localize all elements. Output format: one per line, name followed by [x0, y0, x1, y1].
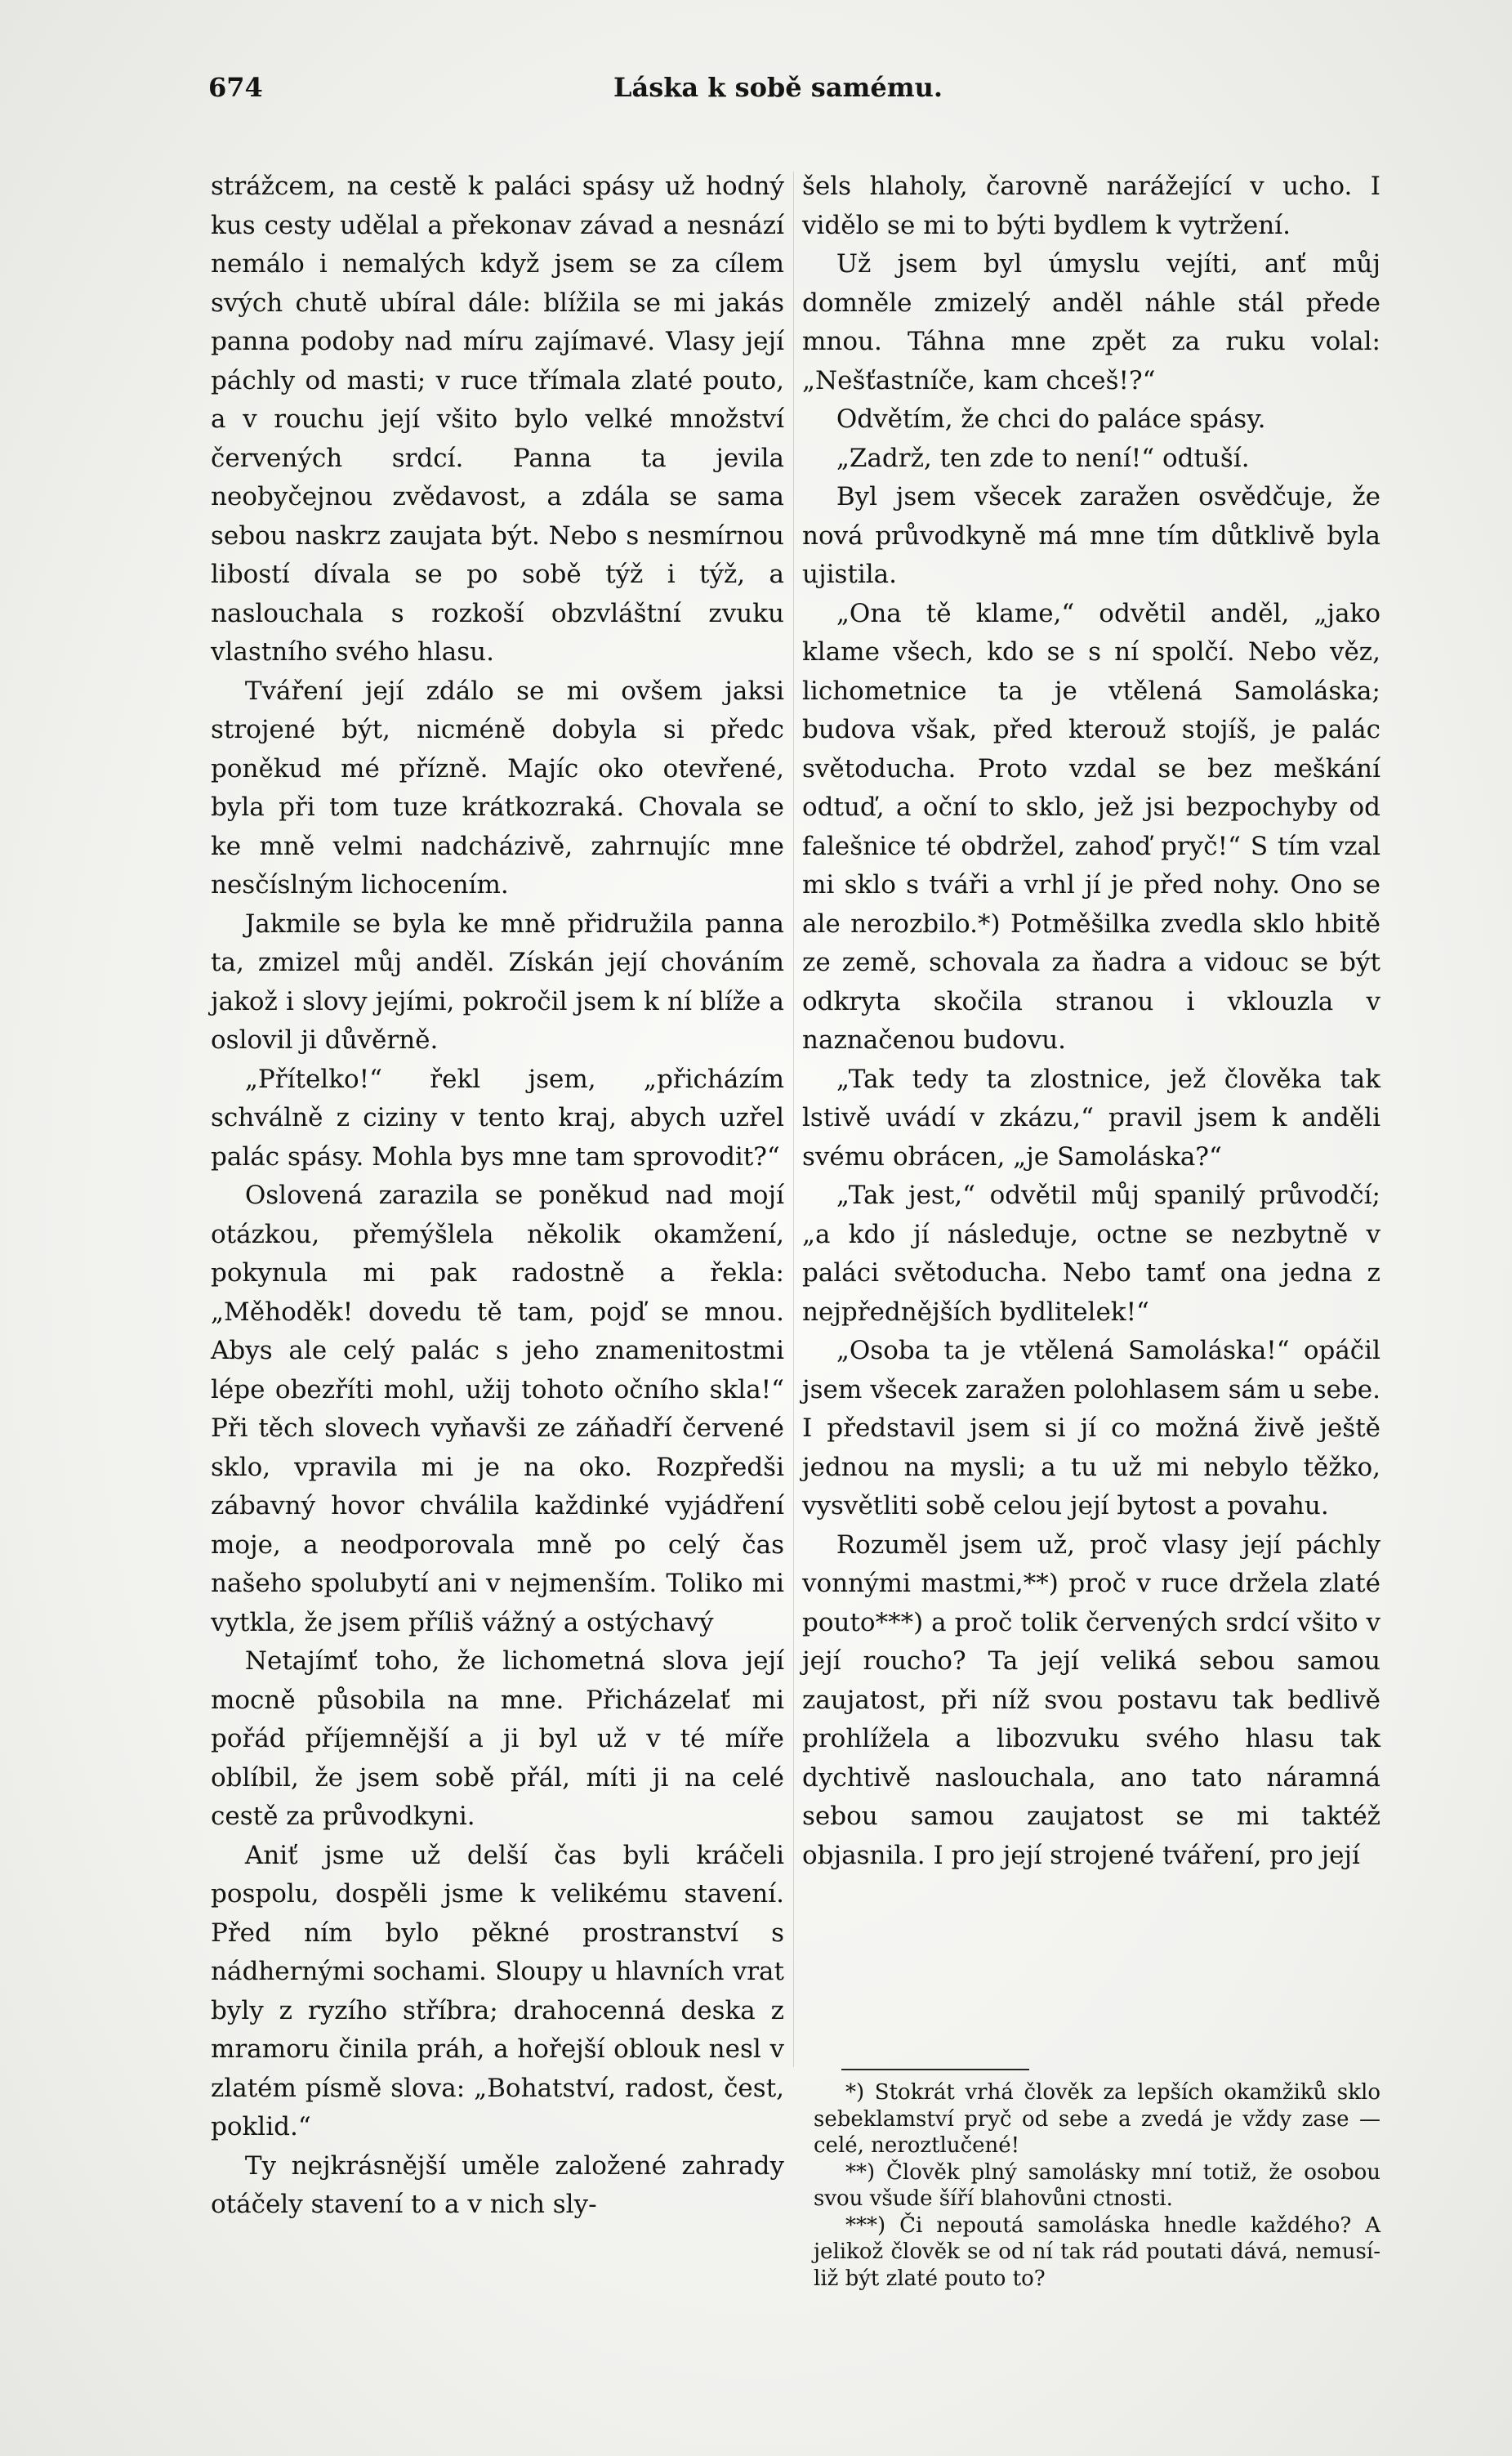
paragraph: „Tak tedy ta zlostnice, jež člověka tak lstivě uvádí v zkázu,“ pravil jsem k anděli svému obrácen, „je Samoláska?“	[802, 1064, 1380, 1172]
paragraph: Už jsem byl úmyslu vejíti, anť můj domněle zmizelý anděl náhle stál přede mnou. Táhna mne zpět za ruku volal: „Nešťastníče, kam chceš!?“	[802, 249, 1380, 395]
right-column	[802, 167, 1380, 1875]
paragraph: „Osoba ta je vtělená Samoláska!“ opáčil jsem všecek zaražen polohlasem sám u sebe. I představil jsem si jí co možná živě ještě jednou na mysli; a tu už mi nebylo těžko, vysvětliti sobě celou její bytost a povahu.	[802, 1336, 1380, 1520]
paragraph: šels hlaholy, čarovně narážející v ucho. I vidělo se mi to býti bydlem k vytržení.	[802, 172, 1380, 240]
paragraph: „Ona tě klame,“ odvětil anděl, „jako klame všech, kdo se s ní spolčí. Nebo věz, lichometnice ta je vtělená Samoláska; budova však, před kterouž stojíš, je palác světoducha. Proto vzdal se bez meškání odtuď, a oční to sklo, jež jsi bezpochyby od falešnice té obdržel, zahoď pryč!“ S tím vzal mi sklo s tváři a vrhl jí je před nohy. Ono se ale nerozbilo.*) Potměšilka zvedla sklo hbitě ze země, schovala za ňadra a vidouc se být odkryta skočila stranou i vklouzla v naznačenou budovu.	[802, 598, 1380, 1055]
page-header	[208, 72, 1348, 121]
footnote: ***) Či nepoutá samoláska hnedle každého? A jelikož člověk se od ní tak rád poutati dává, nemusí-liž být zlaté pouto to?	[814, 2213, 1380, 2291]
paragraph: strážcem, na cestě k paláci spásy už hodný kus cesty udělal a překonav závad a nesnází nemálo i nemalých když jsem se za cílem svých chutě ubíral dále: blížila se mi jakás panna podoby nad míru zajímavé. Vlasy její páchly od masti; v ruce třímala zlaté pouto, a v rouchu její všito bylo velké množství červených srdcí. Panna ta jevila neobyčejnou zvědavost, a zdála se sama sebou naskrz zaujata být. Nebo s nesmírnou libostí dívala se po sobě týž i týž, a naslouchala s rozkoší obzvláštní zvuku vlastního svého hlasu.	[211, 172, 784, 667]
paragraph: Rozuměl jsem už, proč vlasy její páchly vonnými mastmi,**) proč v ruce držela zlaté pouto***) a proč tolik červených srdcí všito v její roucho? Ta její veliká sebou samou zaujatost, při níž svou postavu tak bedlivě prohlížela a libozvuku svého hlasu tak dychtivě naslouchala, ano tato náramná sebou samou zaujatost se mi taktéž objasnila. I pro její strojené tváření, pro její	[802, 1529, 1380, 1870]
paragraph: Tváření její zdálo se mi ovšem jaksi strojené být, nicméně dobyla si předc poněkud mé přízně. Majíc oko otevřené, byla při tom tuze krátkozraká. Chovala se ke mně velmi nadcházivě, zahrnujíc mne nesčíslným lichocením.	[211, 676, 784, 900]
paragraph: „Tak jest,“ odvětil můj spanilý průvodčí; „a kdo jí následuje, octne se nezbytně v paláci světoducha. Nebo tamť ona jedna z nejpřednějších bydlitelek!“	[802, 1181, 1380, 1327]
paragraph: Netajímť toho, že lichometná slova její mocně působila na mne. Přicházelať mi pořád příjemnější a ji byl už v té míře oblíbil, že jsem sobě přál, míti ji na celé cestě za průvodkyni.	[211, 1646, 784, 1831]
running-title: Láska k sobě samému.	[613, 72, 943, 103]
paragraph: Odvětím, že chci do paláce spásy.	[836, 404, 1266, 434]
footnote-rule	[841, 2069, 1029, 2070]
footnote: *) Stokrát vrhá člověk za lepších okamžiků sklo sebeklamství pryč od sebe a zvedá je vždy zase — celé, neroztlučené!	[814, 2080, 1380, 2158]
paragraph: Ty nejkrásnější uměle založené zahrady otáčely stavení to a v nich sly-	[211, 2150, 784, 2219]
footnote: **) Člověk plný samolásky mní totiž, že osobou svou všude šíří blahovůni ctnosti.	[814, 2159, 1380, 2211]
paragraph: Byl jsem všecek zaražen osvědčuje, že nová průvodkyně má mne tím důtklivě byla ujistila.	[802, 482, 1380, 589]
paragraph: „Zadrž, ten zde to není!“ odtuší.	[836, 443, 1250, 473]
paragraph: Aniť jsme už delší čas byli kráčeli pospolu, dospěli jsme k velikému stavení. Před ním bylo pěkné prostranství s nádhernými sochami. Sloupy u hlavních vrat byly z ryzího stříbra; drahocenná deska z mramoru činila práh, a hořejší oblouk nesl v zlatém písmě slova: „Bohatství, radost, čest, poklid.“	[211, 1840, 784, 2141]
footnotes	[814, 2079, 1380, 2292]
left-column	[211, 167, 784, 2225]
page-number: 674	[208, 72, 263, 103]
paragraph: Jakmile se byla ke mně přidružila panna ta, zmizel můj anděl. Získán její chováním jakož i slovy jejími, pokročil jsem k ní blíže a oslovil ji důvěrně.	[211, 909, 784, 1055]
paragraph: „Přítelko!“ řekl jsem, „přicházím schválně z ciziny v tento kraj, abych uzřel palác spásy. Mohla bys mne tam sprovodit?“	[211, 1064, 784, 1172]
column-divider	[793, 172, 794, 2067]
paragraph: Oslovená zarazila se poněkud nad mojí otázkou, přemýšlela několik okamžení, pokynula mi pak radostně a řekla: „Měhoděk! dovedu tě tam, pojď se mnou. Abys ale celý palác s jeho znamenitostmi lépe obezříti mohl, užij tohoto očního skla!“ Při těch slovech vyňavši ze záňadří červené sklo, vpravila mi je na oko. Rozpředši zábavný hovor chválila každinké vyjádření moje, a neodporovala mně po celý čas našeho spolubytí ani v nejmenším. Toliko mi vytkla, že jsem příliš vážný a ostýchavý	[211, 1181, 784, 1637]
